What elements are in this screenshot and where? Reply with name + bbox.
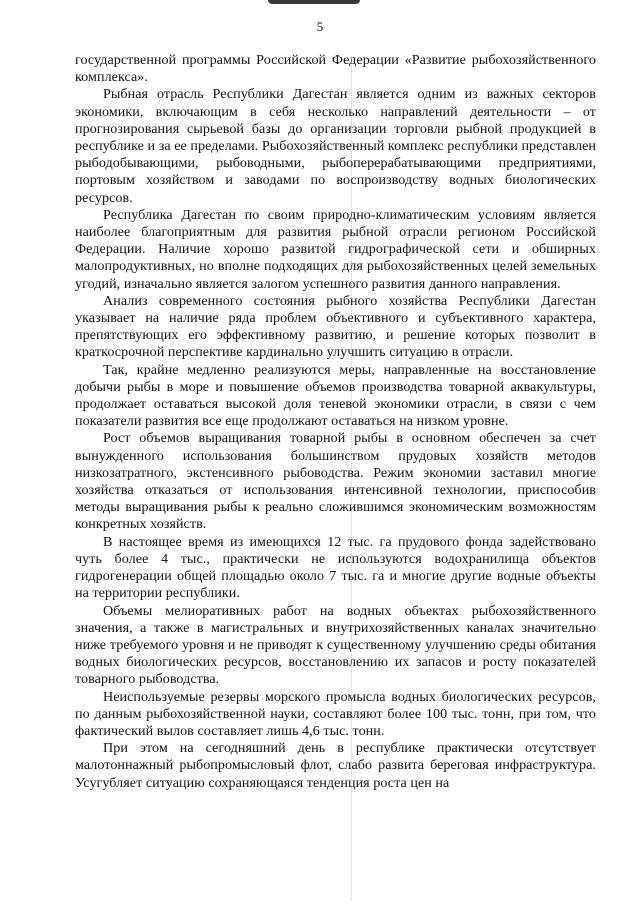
paragraph-6: Рост объемов выращивания товарной рыбы в основном обеспечен за счет вынужденного использования большинством прудовых хозяйств методов низкозатратного, экстенсивного рыбоводства. Режим экономии заставил многие хозяйства отказаться от использования интенсивной технологии, приспособив методы выращивания рыбы к реально сложившимся экономическим возможностям конкретных хозяйств. xyxy=(75,430,596,533)
paragraph-7: В настоящее время из имеющихся 12 тыс. га прудового фонда задействовано чуть более 4 тыс., практически не используются водохранилища объектов гидрогенерации общей площадью около 7 тыс. га и многие другие водные объекты на территории республики. xyxy=(75,533,596,602)
paragraph-4: Анализ современного состояния рыбного хозяйства Республики Дагестан указывает на наличие ряда проблем объективного и субъективного характера, препятствующих его эффективному развитию, и решение которых позволит в краткосрочной перспективе кардинально улучшить ситуацию в отрасли. xyxy=(75,292,596,361)
paragraph-8: Объемы мелиоративных работ на водных объектах рыбохозяйственного значения, а также в магистральных и внутрихозяйственных каналах значительно ниже требуемого уровня и не приводят к существенному улучшению среды обитания водных биологических ресурсов, восстановлению их запасов и росту показателей товарного рыбоводства. xyxy=(75,602,596,688)
scan-binding-mark xyxy=(268,0,360,4)
page-number: 5 xyxy=(316,19,324,34)
paragraph-10: При этом на сегодняшний день в республике практически отсутствует малотоннажный рыбопромысловый флот, слабо развита береговая инфраструктура. Усугубляет ситуацию сохраняющаяся тенденция роста цен на xyxy=(75,740,596,791)
document-body xyxy=(75,52,596,792)
paragraph-3: Республика Дагестан по своим природно-климатическим условиям является наиболее благоприятным для развития рыбной отрасли регионом Российской Федерации. Наличие хорошо развитой гидрографической сети и обширных малопродуктивных, но вполне подходящих для рыбохозяйственных целей земельных угодий, изначально является залогом успешного развития данного направления. xyxy=(75,206,596,292)
paragraph-5: Так, крайне медленно реализуются меры, направленные на восстановление добычи рыбы в море и повышение объемов производства товарной аквакультуры, продолжает оставаться высокой доля теневой экономики отрасли, в связи с чем показатели развития все еще продолжают оставаться на низком уровне. xyxy=(75,361,596,430)
paragraph-2: Рыбная отрасль Республики Дагестан является одним из важных секторов экономики, включающим в себя несколько направлений деятельности – от прогнозирования сырьевой базы до организации торговли рыбной продукцией в республике и за ее пределами. Рыбохозяйственный комплекс республики представлен рыбодобывающими, рыбоводными, рыбоперерабатывающими предприятиями, портовым хозяйством и заводами по воспроизводству водных биологических ресурсов. xyxy=(75,86,596,206)
paragraph-9: Неиспользуемые резервы морского промысла водных биологических ресурсов, по данным рыбохозяйственной науки, составляют более 100 тыс. тонн, при том, что фактический вылов составляет лишь 4,6 тыс. тонн. xyxy=(75,688,596,739)
paragraph-1: государственной программы Российской Федерации «Развитие рыбохозяйственного комплекса». xyxy=(75,52,596,86)
